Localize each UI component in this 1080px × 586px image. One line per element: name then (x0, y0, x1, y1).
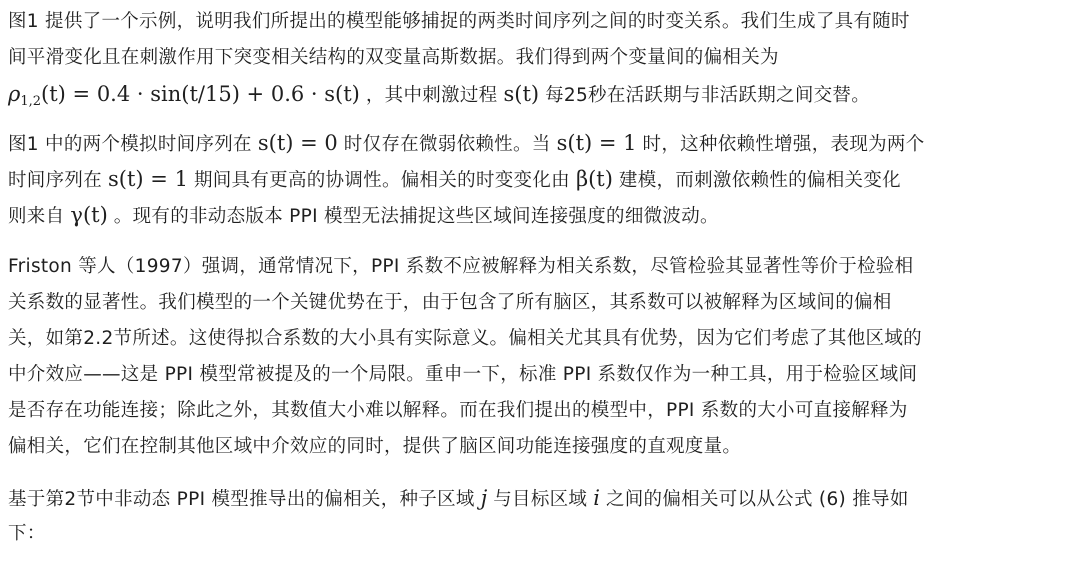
stimulus-on-condition-2: s(t) = 1 (108, 167, 188, 191)
paragraph-2-text-g: 则来自 (8, 206, 65, 227)
paragraph-4-text-b: 与目标区域 (493, 489, 588, 510)
paragraph-2-line-1 (8, 125, 1074, 161)
beta-function: β(t) (575, 167, 613, 191)
paragraph-3-line-5: 是否存在功能连接；除此之外，其数值大小难以解释。而在我们提出的模型中，PPI 系数的大小可直接解释为 (8, 400, 908, 421)
stimulus-off-condition: s(t) = 0 (257, 131, 338, 155)
paragraph-1-text-a: ，其中刺激过程 (365, 85, 498, 106)
paragraph-2-text-d: 时间序列在 (8, 170, 103, 191)
paragraph-2-text-f: 建模，而刺激依赖性的偏相关变化 (618, 170, 901, 191)
paragraph-2-text-b: 时仅存在微弱依赖性。当 (343, 134, 551, 155)
paragraph-4-line-1 (8, 480, 1074, 516)
paragraph-3 (8, 249, 1074, 465)
paragraph-1-line-2: 间平滑变化且在刺激作用下突变相关结构的双变量高斯数据。我们得到两个变量间的偏相关为 (8, 47, 779, 68)
paragraph-2-text-h: 。现有的非动态版本 PPI 模型无法捕捉这些区域间连接强度的细微波动。 (113, 206, 719, 227)
paragraph-3-line-4: 中介效应——这是 PPI 模型常被提及的一个局限。重申一下，标准 PPI 系数仅作为一种工具，用于检验区域间 (8, 364, 918, 385)
index-j: j (480, 486, 488, 510)
stimulus-function: s(t) (503, 82, 540, 106)
paragraph-1-line-3 (8, 76, 1074, 112)
document-body (8, 4, 1074, 552)
seed-region-index (481, 486, 488, 510)
rho-symbol: ρ (8, 82, 21, 106)
paragraph-3-line-2: 关系数的显著性。我们模型的一个关键优势在于，由于包含了所有脑区，其系数可以被解释为区域间的偏相 (8, 292, 892, 313)
index-i: i (593, 486, 600, 510)
paragraph-2-text-e: 期间具有更高的协调性。偏相关的时变变化由 (193, 170, 570, 191)
rho-subscript: 1,2 (20, 94, 42, 109)
paragraph-1 (8, 4, 1074, 112)
paragraph-2-line-2 (8, 161, 1074, 197)
stimulus-on-condition: s(t) = 1 (556, 131, 637, 155)
target-region-index (593, 486, 600, 510)
paragraph-1-text-b: 每25秒在活跃期与非活跃期之间交替。 (545, 85, 871, 106)
formula-rhs: (t) = 0.4 · sin(t/15) + 0.6 · s(t) (41, 82, 360, 106)
paragraph-2-text-a: 图1 中的两个模拟时间序列在 (8, 134, 252, 155)
paragraph-4-line-2: 下： (8, 523, 46, 544)
paragraph-1-line-1: 图1 提供了一个示例，说明我们所提出的模型能够捕捉的两类时间序列之间的时变关系。我们生成了具有随时 (8, 11, 910, 32)
paragraph-4 (8, 480, 1074, 552)
paragraph-2-line-3 (8, 197, 1074, 233)
paragraph-3-line-6: 偏相关，它们在控制其他区域中介效应的同时，提供了脑区间功能连接强度的直观度量。 (8, 436, 742, 457)
paragraph-2 (8, 125, 1074, 233)
paragraph-4-text-c: 之间的偏相关可以从公式 (6) 推导如 (605, 489, 909, 510)
paragraph-3-line-1: Friston 等人（1997）强调，通常情况下，PPI 系数不应被解释为相关系数，尽管检验其显著性等价于检验相 (8, 256, 914, 277)
gamma-function: γ(t) (70, 203, 108, 227)
paragraph-3-line-3: 关，如第2.2节所述。这使得拟合系数的大小具有实际意义。偏相关尤其具有优势，因为它们考虑了其他区域的 (8, 328, 922, 349)
partial-correlation-formula (8, 82, 360, 109)
paragraph-2-text-c: 时，这种依赖性增强，表现为两个 (642, 134, 925, 155)
paragraph-4-text-a: 基于第2节中非动态 PPI 模型推导出的偏相关，种子区域 (8, 489, 475, 510)
